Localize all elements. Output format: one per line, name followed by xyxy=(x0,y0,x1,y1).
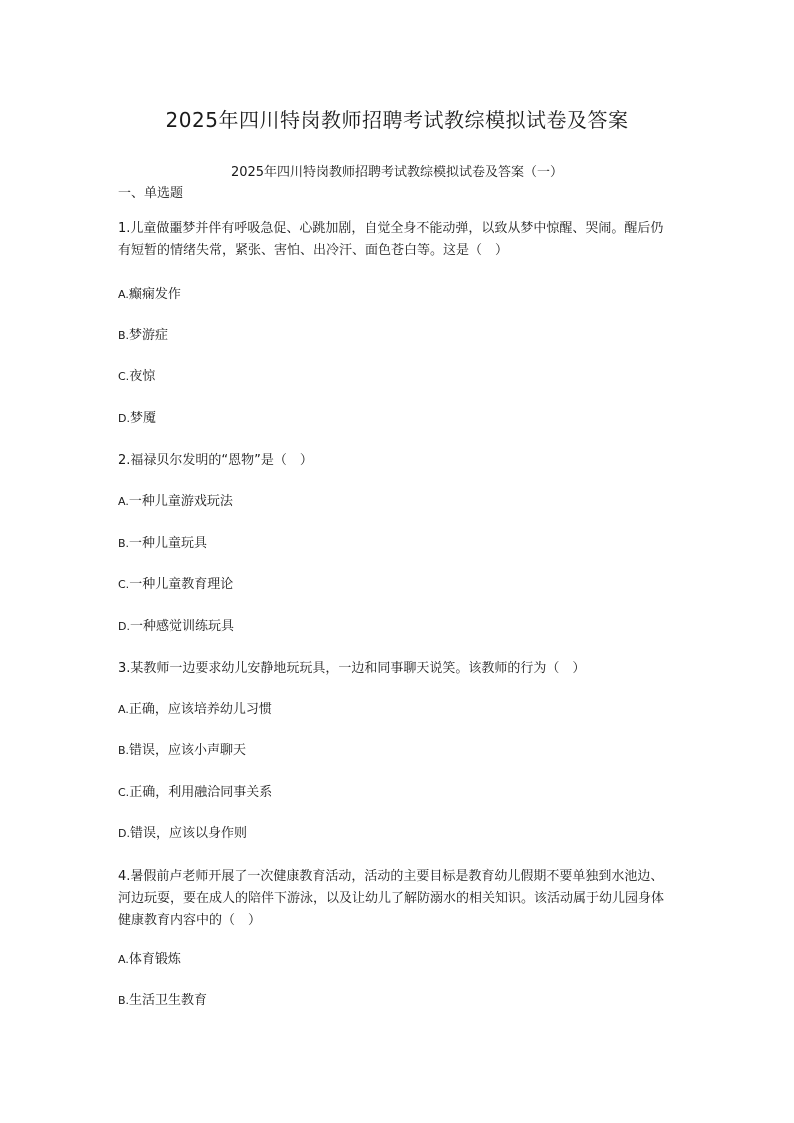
question-2-stem: 2.福禄贝尔发明的“恩物”是（ ） xyxy=(118,453,313,468)
option-letter: D. xyxy=(118,412,130,425)
option-letter: A. xyxy=(118,495,129,508)
option-text: 梦魇 xyxy=(129,411,156,426)
page-title: 2025年四川特岗教师招聘考试教综模拟试卷及答案 xyxy=(165,108,629,132)
option-letter: B. xyxy=(118,744,130,757)
option-text: 梦游症 xyxy=(129,328,169,343)
question-3-stem: 3.某教师一边要求幼儿安静地玩玩具，一边和同事聊天说笑。该教师的行为（ ） xyxy=(118,661,586,676)
option-letter: B. xyxy=(118,537,130,550)
option-text: 正确，应该培养幼儿习惯 xyxy=(128,702,272,717)
option-text: 错误，应该小声聊天 xyxy=(129,743,247,758)
question-2-option-c xyxy=(118,576,233,594)
option-letter: C. xyxy=(118,578,130,591)
option-text: 生活卫生教育 xyxy=(129,993,208,1008)
question-3-option-d xyxy=(118,825,247,843)
question-4-stem: 4.暑假前卢老师开展了一次健康教育活动，活动的主要目标是教育幼儿假期不要单独到水池边、河边玩耍，要在成人的陪伴下游泳，以及让幼儿了解防溺水的相关知识。该活动属于幼儿园身体健康教育内容中的（ ） xyxy=(118,869,665,928)
option-text: 一种儿童游戏玩法 xyxy=(128,494,233,509)
option-letter: A. xyxy=(118,288,129,301)
question-1-option-a xyxy=(118,286,181,304)
question-3-option-b xyxy=(118,742,246,760)
option-letter: A. xyxy=(118,703,129,716)
option-letter: A. xyxy=(118,953,129,966)
question-3-option-a xyxy=(118,701,272,719)
question-1-option-c xyxy=(118,368,155,386)
option-text: 一种儿童教育理论 xyxy=(129,577,234,592)
question-3-option-c xyxy=(118,784,272,802)
question-1-option-b xyxy=(118,327,168,345)
question-4-option-b xyxy=(118,992,207,1010)
option-letter: C. xyxy=(118,370,130,383)
option-text: 错误，应该以身作则 xyxy=(129,826,247,841)
option-letter: B. xyxy=(118,329,130,342)
question-2-option-d xyxy=(118,618,234,636)
question-2-option-b xyxy=(118,535,207,553)
question-4-option-a xyxy=(118,951,181,969)
option-text: 一种儿童玩具 xyxy=(129,536,208,551)
option-text: 癫痫发作 xyxy=(128,287,181,302)
question-2-option-a xyxy=(118,493,233,511)
option-letter: D. xyxy=(118,620,130,633)
option-letter: D. xyxy=(118,827,130,840)
exam-subtitle: 2025年四川特岗教师招聘考试教综模拟试卷及答案（一） xyxy=(230,165,564,180)
question-1-option-d xyxy=(118,410,156,428)
option-text: 夜惊 xyxy=(129,369,156,384)
option-text: 一种感觉训练玩具 xyxy=(129,619,234,634)
question-1-stem: 1.儿童做噩梦并伴有呼吸急促、心跳加剧，自觉全身不能动弹，以致从梦中惊醒、哭闹。醒后仍有短暂的情绪失常，紧张、害怕、出冷汗、面色苍白等。这是（ ） xyxy=(118,221,664,258)
option-text: 正确，利用融洽同事关系 xyxy=(129,785,273,800)
section-heading: 一、单选题 xyxy=(118,186,184,201)
option-letter: B. xyxy=(118,994,130,1007)
option-letter: C. xyxy=(118,786,130,799)
option-text: 体育锻炼 xyxy=(128,952,181,967)
